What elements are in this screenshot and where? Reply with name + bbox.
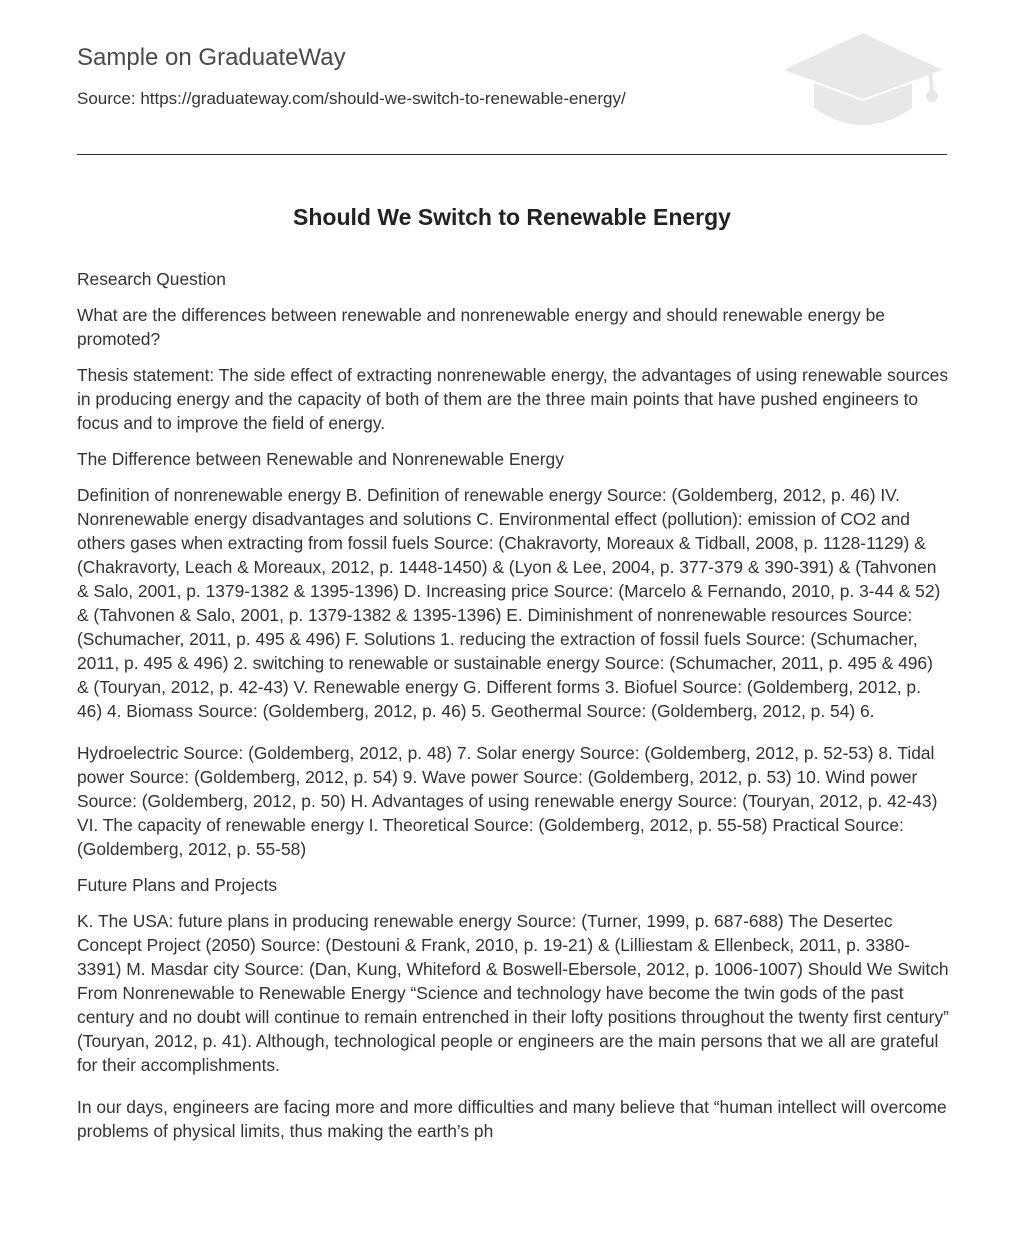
paragraph-research-question-heading: Research Question [77, 269, 226, 289]
paragraph-engineers: In our days, engineers are facing more and more difficulties and many believe that “human intellect will overcome problems of physical limits, thus making the earth’s ph [77, 1097, 947, 1141]
article-title: Should We Switch to Renewable Energy [293, 204, 731, 230]
source-line [77, 89, 626, 109]
site-name: Sample on GraduateWay [77, 44, 346, 71]
page-header [77, 0, 947, 156]
article-body [77, 267, 949, 1161]
paragraph-thesis: Thesis statement: The side effect of extracting nonrenewable energy, the advantages of using renewable sources in producing energy and the capacity of both of them are the three main points that have pushed engineers to focus and to improve the field of energy. [77, 365, 949, 433]
paragraph-future-heading: Future Plans and Projects [77, 875, 278, 895]
paragraph-research-question: What are the differences between renewable and nonrenewable energy and should renewable energy be promoted? [77, 305, 885, 349]
paragraph-future-plans: K. The USA: future plans in producing renewable energy Source: (Turner, 1999, p. 687-688) The Desertec Concept Project (2050) Source: (Destouni & Frank, 2010, p. 19-21) & (Lilliestam & Ellenbeck, 2011, p. 3380-3391) M. Masdar city Source: (Dan, Kung, Whiteford & Boswell-Ebersole, 2012, p. 1006-1007) Should We Switch From Nonrenewable to Renewable Energy “Science and technology have become the twin gods of the past century and no doubt will continue to remain entrenched in their lofty positions throughout the twenty first century” (Touryan, 2012, p. 41). Although, technological people or engineers are the main persons that we all are grateful for their accomplishments. [77, 911, 949, 1075]
header-divider [77, 154, 947, 155]
paragraph-outline-2: Hydroelectric Source: (Goldemberg, 2012, p. 48) 7. Solar energy Source: (Goldemberg, 2012, p. 52-53) 8. Tidal power Source: (Goldemberg, 2012, p. 54) 9. Wave power Source: (Goldemberg, 2012, p. 53) 10. Wind power Source: (Goldemberg, 2012, p. 50) H. Advantages of using renewable energy Source: (Touryan, 2012, p. 42-43) VI. The capacity of renewable energy I. Theoretical Source: (Goldemberg, 2012, p. 55-58) Practical Source: (Goldemberg, 2012, p. 55-58) [77, 743, 938, 859]
paragraph-outline-1: Definition of nonrenewable energy B. Definition of renewable energy Source: (Goldemberg, 2012, p. 46) IV. Nonrenewable energy disadvantages and solutions C. Environmental effect (pollution): emission of CO2 and others gases when extracting from fossil fuels Source: (Chakravorty, Moreaux & Tidball, 2008, p. 1128-1129) & (Chakravorty, Leach & Moreaux, 2012, p. 1448-1450) & (Lyon & Lee, 2004, p. 377-379 & 390-391) & (Tahvonen & Salo, 2001, p. 1379-1382 & 1395-1396) D. Increasing price Source: (Marcelo & Fernando, 2010, p. 3-44 & 52) & (Tahvonen & Salo, 2001, p. 1379-1382 & 1395-1396) E. Diminishment of nonrenewable resources Source: (Schumacher, 2011, p. 495 & 496) F. Solutions 1. reducing the extraction of fossil fuels Source: (Schumacher, 2011, p. 495 & 496) 2. switching to renewable or sustainable energy Source: (Schumacher, 2011, p. 495 & 496) & (Touryan, 2012, p. 42-43) V. Renewable energy G. Different forms 3. Biofuel Source: (Goldemberg, 2012, p. 46) 4. Biomass Source: (Goldemberg, 2012, p. 46) 5. Geothermal Source: (Goldemberg, 2012, p. 54) 6. [77, 485, 941, 721]
source-link[interactable]: https://graduateway.com/should-we-switch-to-renewable-energy/ [140, 89, 626, 108]
source-label: Source: [77, 89, 136, 108]
paragraph-difference-heading: The Difference between Renewable and Nonrenewable Energy [77, 449, 564, 469]
graduation-cap-icon [780, 30, 946, 134]
